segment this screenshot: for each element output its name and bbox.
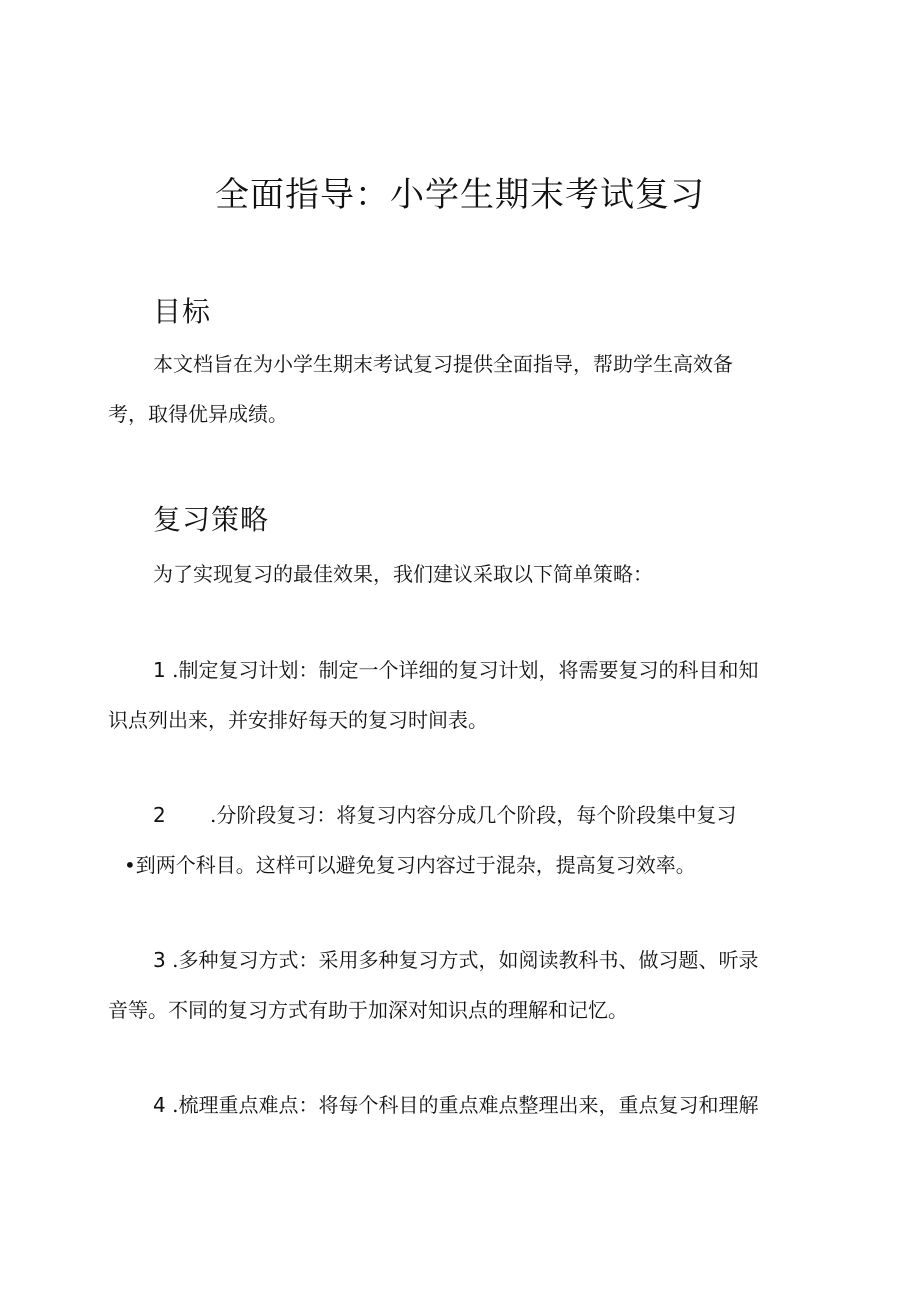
strategy-item-3-text: .多种复习方式：采用多种复习方式，如阅读教科书、做习题、听录 (172, 948, 759, 972)
strategy-item-2-number: 2 (153, 803, 166, 827)
goal-heading: 目标 (153, 295, 212, 328)
page-title: 全面指导：小学生期末考试复习 (215, 175, 705, 215)
strategy-item-4-text: .梳理重点难点：将每个科目的重点难点整理出来，重点复习和理解 (172, 1093, 759, 1117)
strategy-item-4-line-1 (153, 1090, 758, 1120)
strategy-item-4-number: 4 (153, 1093, 166, 1117)
strategy-item-1-line-1 (153, 655, 758, 685)
strategy-item-1-text: .制定复习计划：制定一个详细的复习计划，将需要复习的科目和知 (172, 658, 759, 682)
strategy-item-1-line-2: 识点列出来，并安排好每天的复习时间表。 (108, 708, 488, 732)
strategy-item-2-line-1: .分阶段复习：将复习内容分成几个阶段，每个阶段集中复习 (210, 803, 737, 827)
strategy-heading: 复习策略 (153, 503, 270, 536)
strategy-item-2-line-2: •到两个科目。这样可以避免复习内容过于混杂，提高复习效率。 (124, 853, 696, 877)
strategy-item-3-line-2: 音等。不同的复习方式有助于加深对知识点的理解和记忆。 (108, 998, 628, 1022)
goal-paragraph-line-1: 本文档旨在为小学生期末考试复习提供全面指导，帮助学生高效备 (153, 352, 733, 376)
strategy-item-1-number: 1 (153, 658, 166, 682)
strategy-item-3-line-1 (153, 945, 758, 975)
goal-paragraph-line-2: 考，取得优异成绩。 (108, 402, 288, 426)
strategy-item-3-number: 3 (153, 948, 166, 972)
strategy-intro: 为了实现复习的最佳效果，我们建议采取以下简单策略： (153, 562, 653, 586)
